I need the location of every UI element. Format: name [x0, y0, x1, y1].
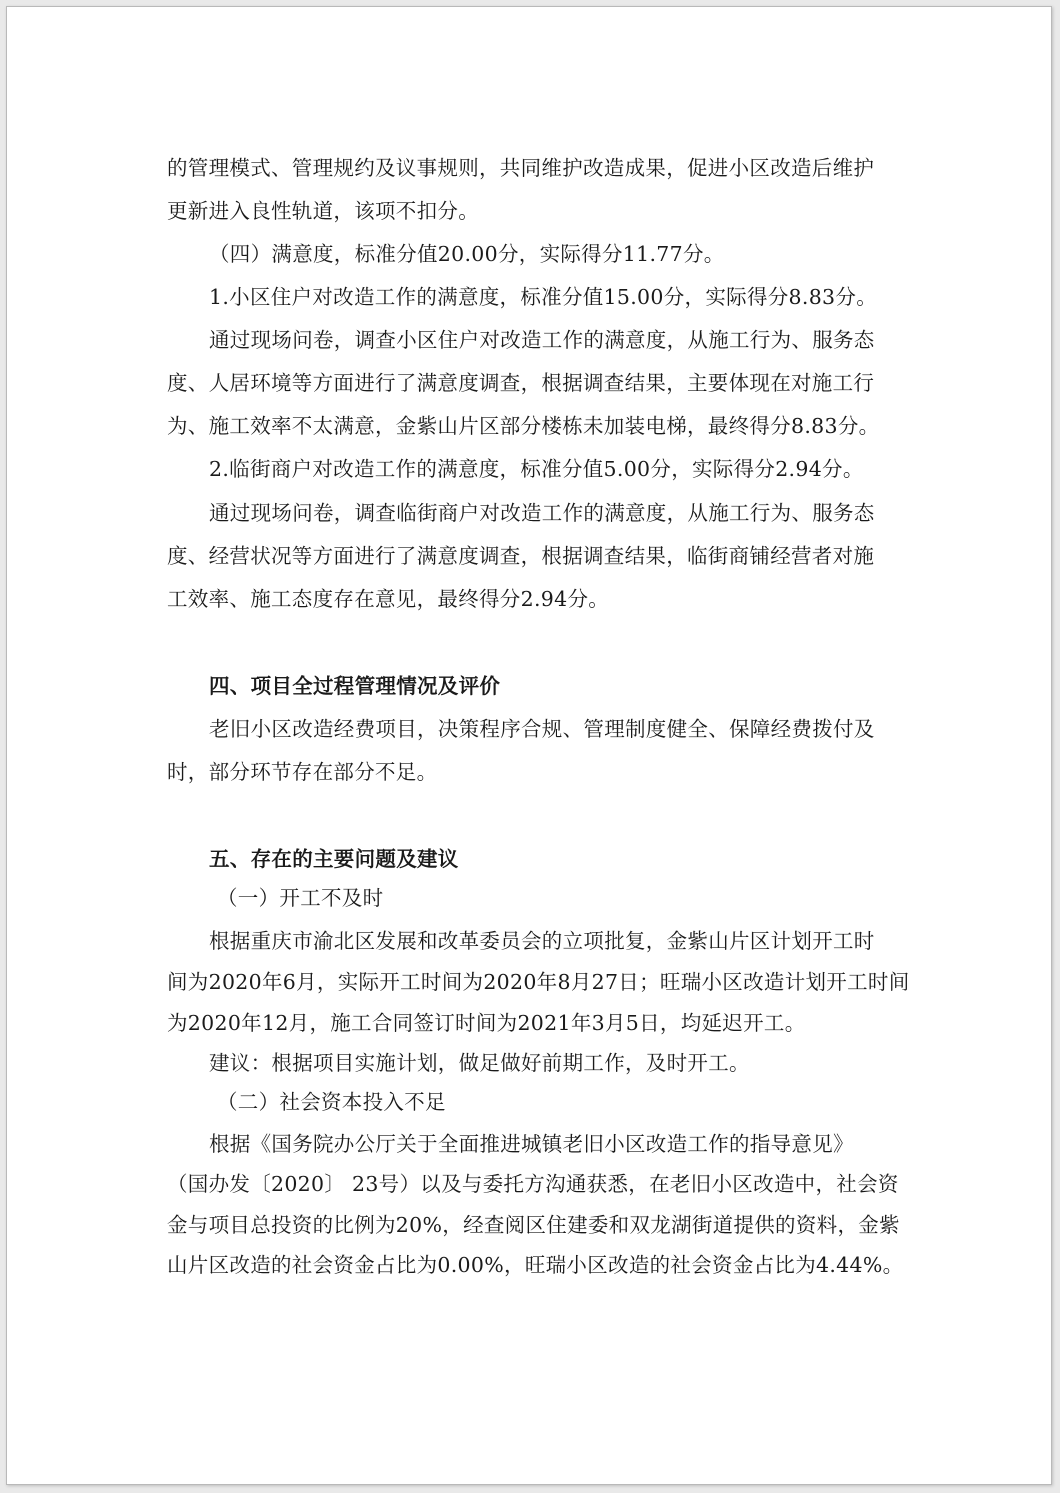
paragraph-line: 更新进入良性轨道，该项不扣分。 — [167, 199, 479, 223]
paragraph-line: 通过现场问卷，调查小区住户对改造工作的满意度，从施工行为、服务态 — [209, 328, 875, 352]
paragraph-line: （国办发〔2020〕 23号）以及与委托方沟通获悉，在老旧小区改造中，社会资 — [167, 1172, 899, 1196]
paragraph-line: 建议：根据项目实施计划，做足做好前期工作，及时开工。 — [209, 1051, 750, 1075]
paragraph-line: 间为2020年6月，实际开工时间为2020年8月27日；旺瑞小区改造计划开工时间 — [167, 970, 910, 994]
item-heading: 2.临街商户对改造工作的满意度，标准分值5.00分，实际得分2.94分。 — [209, 457, 864, 481]
paragraph-line: 根据《国务院办公厅关于全面推进城镇老旧小区改造工作的指导意见》 — [209, 1132, 854, 1156]
paragraph-line: 的管理模式、管理规约及议事规则，共同维护改造成果，促进小区改造后维护 — [167, 156, 875, 180]
paragraph-line: 金与项目总投资的比例为20%，经查阅区住建委和双龙湖街道提供的资料，金紫 — [167, 1213, 900, 1237]
section-subheading: （二）社会资本投入不足 — [217, 1090, 446, 1114]
paragraph-line: 老旧小区改造经费项目，决策程序合规、管理制度健全、保障经费拨付及 — [209, 717, 875, 741]
paragraph-line: 度、经营状况等方面进行了满意度调查，根据调查结果，临街商铺经营者对施 — [167, 544, 875, 568]
section-subheading: （四）满意度，标准分值20.00分，实际得分11.77分。 — [209, 242, 725, 266]
section-subheading: （一）开工不及时 — [217, 886, 384, 910]
item-heading: 1.小区住户对改造工作的满意度，标准分值15.00分，实际得分8.83分。 — [209, 285, 877, 309]
section-heading: 五、存在的主要问题及建议 — [209, 847, 459, 871]
paragraph-line: 为、施工效率不太满意，金紫山片区部分楼栋未加装电梯，最终得分8.83分。 — [167, 414, 880, 438]
paragraph-line: 根据重庆市渝北区发展和改革委员会的立项批复，金紫山片区计划开工时 — [209, 929, 875, 953]
section-heading: 四、项目全过程管理情况及评价 — [209, 674, 501, 698]
paragraph-line: 度、人居环境等方面进行了满意度调查，根据调查结果，主要体现在对施工行 — [167, 371, 875, 395]
paragraph-line: 为2020年12月，施工合同签订时间为2021年3月5日，均延迟开工。 — [167, 1011, 806, 1035]
paragraph-line: 山片区改造的社会资金占比为0.00%，旺瑞小区改造的社会资金占比为4.44%。 — [167, 1253, 904, 1277]
paragraph-line: 工效率、施工态度存在意见，最终得分2.94分。 — [167, 587, 610, 611]
paragraph-line: 时，部分环节存在部分不足。 — [167, 760, 438, 784]
paragraph-line: 通过现场问卷，调查临街商户对改造工作的满意度，从施工行为、服务态 — [209, 501, 875, 525]
document-page — [6, 6, 1052, 1485]
